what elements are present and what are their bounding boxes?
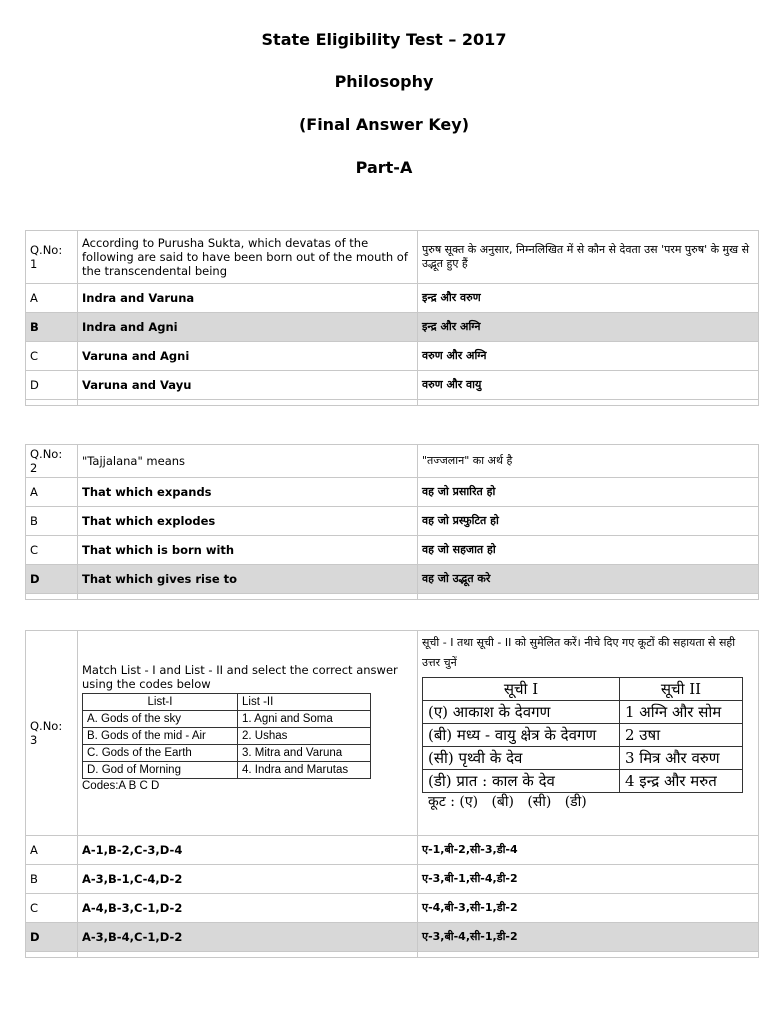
option-text-english: That which explodes	[78, 507, 418, 536]
list-1-header: List-I	[83, 694, 238, 711]
question-text-english: Match List - I and List - II and select the correct answer using the codes below	[82, 663, 398, 691]
match-list-row	[423, 724, 743, 747]
list-1-item: A. Gods of the sky	[83, 711, 238, 728]
option-text-english: A-1,B-2,C-3,D-4	[78, 836, 418, 865]
option-row-b	[26, 507, 759, 536]
match-list-row	[83, 728, 371, 745]
codes-label-hindi: कूट : (ए) (बी) (सी) (डी)	[428, 794, 587, 810]
option-label: A	[26, 836, 78, 865]
option-text-english: Varuna and Vayu	[78, 371, 418, 400]
question-text-english: According to Purusha Sukta, which devatas of the following are said to have been born out of the mouth of the transcendental being	[78, 231, 418, 284]
option-row-c	[26, 894, 759, 923]
match-list-english	[82, 693, 371, 779]
option-text-hindi: वह जो प्रस्फुटित हो	[418, 507, 759, 536]
option-label: C	[26, 894, 78, 923]
option-row-a	[26, 284, 759, 313]
option-text-english: That which expands	[78, 478, 418, 507]
option-text-hindi: इन्द्र और अग्नि	[418, 313, 759, 342]
option-row-d-correct	[26, 923, 759, 952]
option-text-hindi: वह जो उद्भूत करे	[418, 565, 759, 594]
question-row	[26, 445, 759, 478]
match-list-row	[423, 747, 743, 770]
match-list-row	[423, 701, 743, 724]
match-list-row	[83, 762, 371, 779]
question-number: Q.No: 1	[26, 231, 78, 284]
list-2-item: 1. Agni and Soma	[238, 711, 371, 728]
option-text-hindi: ए-4,बी-3,सी-1,डी-2	[418, 894, 759, 923]
option-text-english: Indra and Varuna	[78, 284, 418, 313]
question-text-hindi: पुरुष सूक्त के अनुसार, निम्नलिखित में से कौन से देवता उस 'परम पुरुष' के मुख से उद्भूत हुए हैं	[418, 231, 759, 284]
list-2-item: 2 उषा	[620, 724, 743, 747]
question-2-table	[25, 444, 759, 600]
option-label: A	[26, 284, 78, 313]
question-3-table	[25, 630, 759, 958]
spacer-row	[26, 594, 759, 600]
match-list-hindi	[422, 677, 743, 793]
option-row-c	[26, 536, 759, 565]
option-label: C	[26, 342, 78, 371]
option-text-english: Indra and Agni	[78, 313, 418, 342]
spacer-row	[26, 400, 759, 406]
question-row	[26, 631, 759, 836]
list-2-item: 2. Ushas	[238, 728, 371, 745]
option-label: D	[26, 923, 78, 952]
spacer-row	[26, 952, 759, 958]
question-cell-english	[78, 631, 418, 836]
question-text-hindi: "तज्जलान" का अर्थ है	[418, 445, 759, 478]
option-text-hindi: वरुण और वायु	[418, 371, 759, 400]
subject-title: Philosophy	[334, 72, 434, 91]
list-2-item: 4 इन्द्र और मरुत	[620, 770, 743, 793]
list-1-item: (सी) पृथ्वी के देव	[423, 747, 620, 770]
option-text-english: That which gives rise to	[78, 565, 418, 594]
option-text-english: That which is born with	[78, 536, 418, 565]
match-list-row	[83, 711, 371, 728]
option-label: D	[26, 371, 78, 400]
list-1-item: (डी) प्रात : काल के देव	[423, 770, 620, 793]
option-row-b	[26, 865, 759, 894]
option-text-english: A-3,B-1,C-4,D-2	[78, 865, 418, 894]
option-label: B	[26, 507, 78, 536]
list-1-item: C. Gods of the Earth	[83, 745, 238, 762]
question-1-table	[25, 230, 759, 406]
option-row-c	[26, 342, 759, 371]
list-2-item: 3 मित्र और वरुण	[620, 747, 743, 770]
option-text-english: A-4,B-3,C-1,D-2	[78, 894, 418, 923]
match-list-header	[83, 694, 371, 711]
match-list-header	[423, 678, 743, 701]
option-text-english: Varuna and Agni	[78, 342, 418, 371]
question-text-english: "Tajjalana" means	[78, 445, 418, 478]
part-heading: Part-A	[355, 158, 413, 177]
match-list-row	[423, 770, 743, 793]
option-text-hindi: ए-3,बी-4,सी-1,डी-2	[418, 923, 759, 952]
option-text-hindi: वह जो सहजात हो	[418, 536, 759, 565]
list-2-item: 1 अग्नि और सोम	[620, 701, 743, 724]
option-row-d	[26, 371, 759, 400]
list-2-header: List -II	[238, 694, 371, 711]
list-2-item: 3. Mitra and Varuna	[238, 745, 371, 762]
option-label: A	[26, 478, 78, 507]
match-list-row	[83, 745, 371, 762]
list-1-item: (ए) आकाश के देवगण	[423, 701, 620, 724]
option-text-hindi: वह जो प्रसारित हो	[418, 478, 759, 507]
option-label: B	[26, 313, 78, 342]
list-1-item: (बी) मध्य - वायु क्षेत्र के देवगण	[423, 724, 620, 747]
list-1-item: B. Gods of the mid - Air	[83, 728, 238, 745]
document-title: State Eligibility Test – 2017	[261, 30, 507, 49]
option-text-english: A-3,B-4,C-1,D-2	[78, 923, 418, 952]
option-label: B	[26, 865, 78, 894]
option-text-hindi: इन्द्र और वरुण	[418, 284, 759, 313]
question-cell-hindi	[418, 631, 759, 836]
option-text-hindi: ए-3,बी-1,सी-4,डी-2	[418, 865, 759, 894]
option-row-a	[26, 836, 759, 865]
question-number: Q.No: 2	[26, 445, 78, 478]
option-row-a	[26, 478, 759, 507]
option-text-hindi: ए-1,बी-2,सी-3,डी-4	[418, 836, 759, 865]
option-text-hindi: वरुण और अग्नि	[418, 342, 759, 371]
option-row-b-correct	[26, 313, 759, 342]
list-2-item: 4. Indra and Marutas	[238, 762, 371, 779]
answer-key-subtitle: (Final Answer Key)	[298, 115, 470, 134]
list-1-header: सूची I	[423, 678, 620, 701]
question-text-hindi: सूची - I तथा सूची - II को सुमेलित करें। नीचे दिए गए कूटों की सहायता से सही उत्तर चुनें	[422, 636, 736, 669]
option-row-d-correct	[26, 565, 759, 594]
list-1-item: D. God of Morning	[83, 762, 238, 779]
question-number: Q.No: 3	[26, 631, 78, 836]
option-label: D	[26, 565, 78, 594]
list-2-header: सूची II	[620, 678, 743, 701]
codes-label-english: Codes:A B C D	[82, 780, 160, 792]
question-row	[26, 231, 759, 284]
option-label: C	[26, 536, 78, 565]
